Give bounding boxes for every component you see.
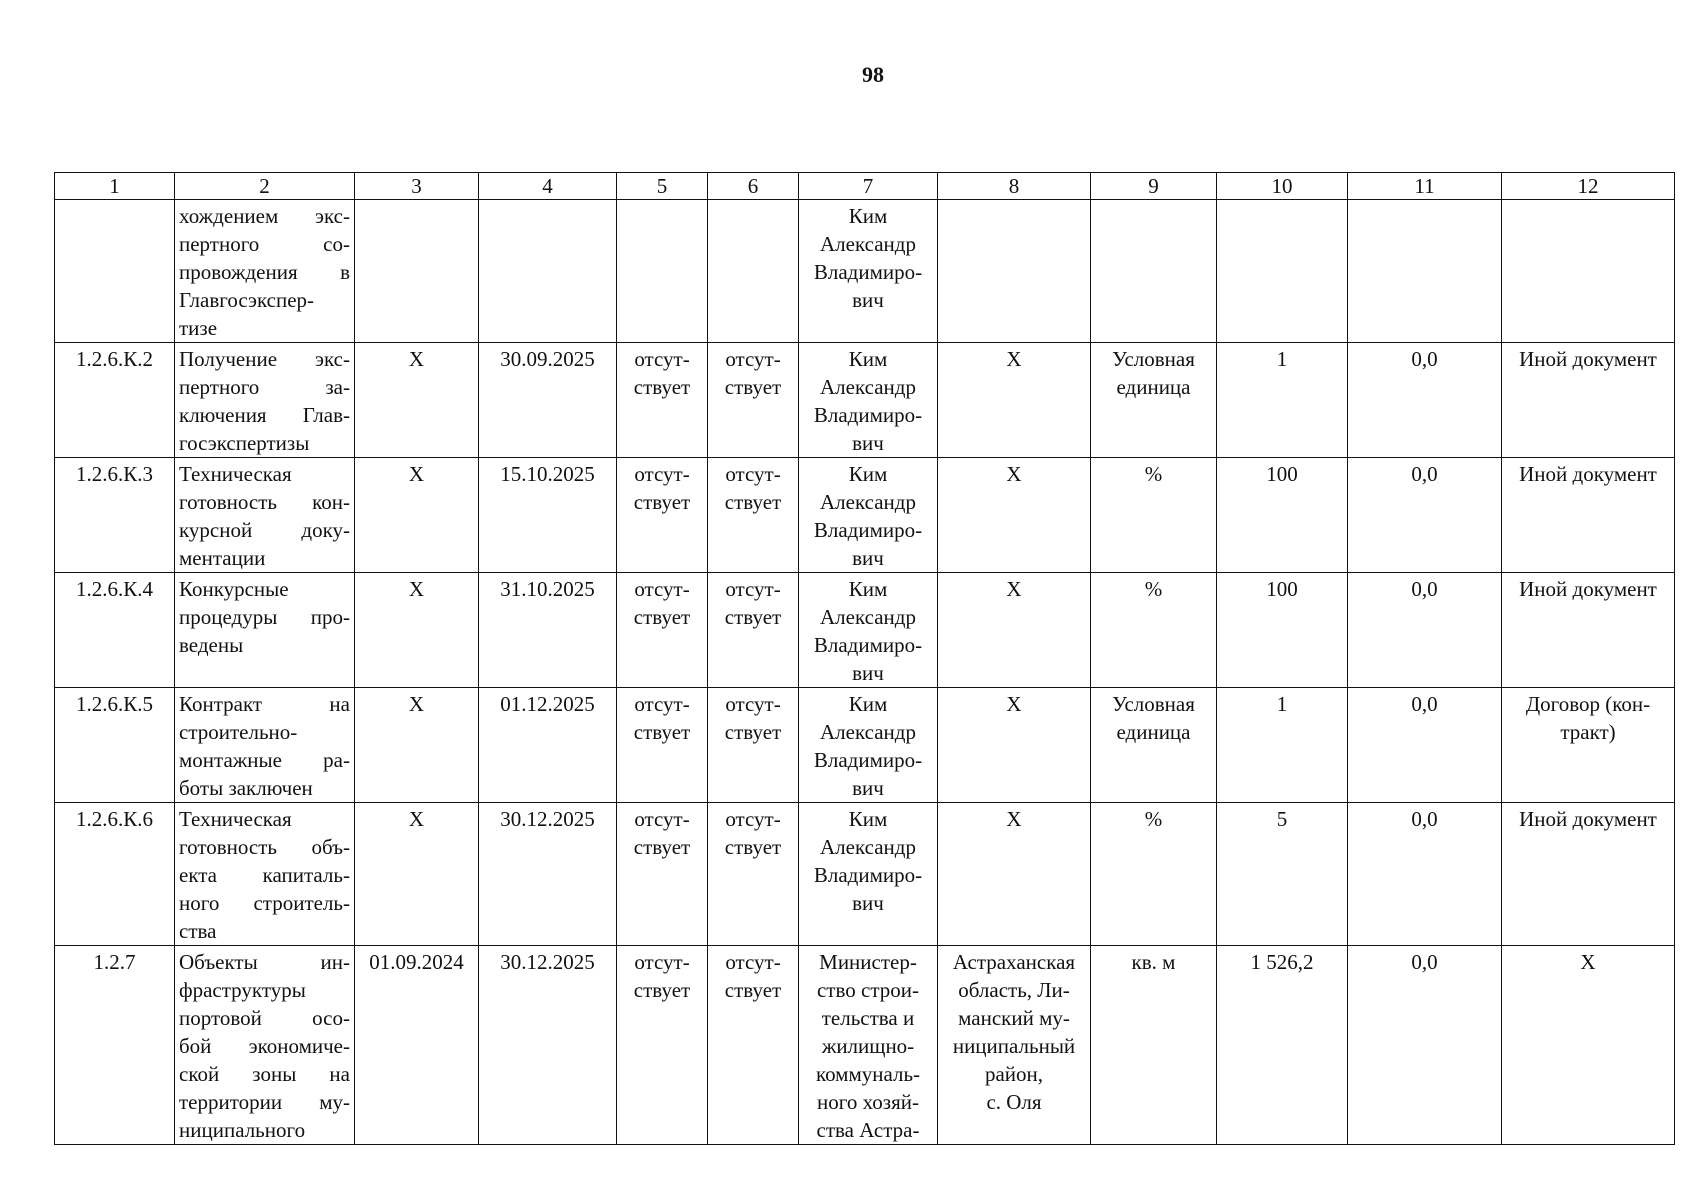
cell-number (55, 200, 175, 343)
cell-responsible: Ким Александр Владимиро- вич (799, 200, 938, 343)
page-number: 98 (862, 62, 884, 87)
cell-value: 1 (1217, 343, 1348, 458)
cell-line: фраструктуры (179, 978, 306, 1002)
cell-line: Контракт на (179, 692, 350, 716)
cell-unit (1091, 200, 1217, 343)
cell-value: 1 526,2 (1217, 946, 1348, 1145)
cell-unit: % (1091, 573, 1217, 688)
cell-number: 1.2.7 (55, 946, 175, 1145)
cell-amount: 0,0 (1348, 803, 1502, 946)
cell-document (1502, 200, 1675, 343)
cell-responsible: Ким Александр Владимиро- вич (799, 573, 938, 688)
column-header: 9 (1091, 173, 1217, 200)
cell-number: 1.2.6.К.3 (55, 458, 175, 573)
cell-name (175, 200, 355, 343)
cell-document: X (1502, 946, 1675, 1145)
column-header: 1 (55, 173, 175, 200)
cell-name (175, 573, 355, 688)
cell-number: 1.2.6.К.4 (55, 573, 175, 688)
cell-line: процедуры про- (179, 605, 350, 629)
cell-line: курсной доку- (179, 518, 350, 542)
cell-name (175, 458, 355, 573)
cell-line: готовность объ- (179, 835, 350, 859)
cell-col6: отсут- ствует (708, 803, 799, 946)
table-row (55, 688, 1675, 803)
cell-line: Объекты ин- (179, 950, 350, 974)
cell-name (175, 803, 355, 946)
cell-line: хождением экс- (179, 204, 350, 228)
cell-line: тизе (179, 316, 218, 340)
column-header: 12 (1502, 173, 1675, 200)
cell-name (175, 946, 355, 1145)
header-row (55, 173, 1675, 200)
cell-end-date: 30.12.2025 (479, 946, 617, 1145)
cell-responsible: Ким Александр Владимиро- вич (799, 458, 938, 573)
cell-start-date: X (355, 343, 479, 458)
column-header: 7 (799, 173, 938, 200)
cell-value: 5 (1217, 803, 1348, 946)
cell-location: X (938, 803, 1091, 946)
cell-unit: % (1091, 458, 1217, 573)
cell-responsible: Министер- ство строи- тельства и жилищно- коммуналь- ного хозяй- ства Астра- (799, 946, 938, 1145)
cell-value: 1 (1217, 688, 1348, 803)
cell-line: территории му- (179, 1090, 350, 1114)
cell-line: готовность кон- (179, 490, 350, 514)
column-header: 2 (175, 173, 355, 200)
cell-value: 100 (1217, 458, 1348, 573)
cell-amount: 0,0 (1348, 688, 1502, 803)
cell-document: Иной документ (1502, 573, 1675, 688)
cell-start-date (355, 200, 479, 343)
cell-responsible: Ким Александр Владимиро- вич (799, 688, 938, 803)
cell-line: провождения в (179, 260, 350, 284)
table-row (55, 200, 1675, 343)
cell-number: 1.2.6.К.5 (55, 688, 175, 803)
cell-end-date (479, 200, 617, 343)
cell-col6: отсут- ствует (708, 343, 799, 458)
cell-location: X (938, 573, 1091, 688)
cell-line: Конкурсные (179, 577, 289, 601)
cell-end-date: 15.10.2025 (479, 458, 617, 573)
column-header: 3 (355, 173, 479, 200)
cell-unit: Условная единица (1091, 688, 1217, 803)
cell-col6: отсут- ствует (708, 946, 799, 1145)
cell-responsible: Ким Александр Владимиро- вич (799, 343, 938, 458)
column-header: 8 (938, 173, 1091, 200)
cell-col6: отсут- ствует (708, 458, 799, 573)
cell-line: пертного со- (179, 232, 350, 256)
cell-end-date: 30.12.2025 (479, 803, 617, 946)
cell-unit: Условная единица (1091, 343, 1217, 458)
table-row (55, 803, 1675, 946)
cell-col6: отсут- ствует (708, 573, 799, 688)
cell-value (1217, 200, 1348, 343)
column-header: 6 (708, 173, 799, 200)
cell-start-date: X (355, 573, 479, 688)
cell-unit: % (1091, 803, 1217, 946)
cell-document: Иной документ (1502, 458, 1675, 573)
cell-line: строительно- (179, 720, 298, 744)
cell-responsible: Ким Александр Владимиро- вич (799, 803, 938, 946)
cell-line: ства (179, 919, 217, 943)
cell-amount (1348, 200, 1502, 343)
cell-col6: отсут- ствует (708, 688, 799, 803)
cell-col5 (617, 200, 708, 343)
cell-amount: 0,0 (1348, 946, 1502, 1145)
cell-col5: отсут- ствует (617, 688, 708, 803)
cell-col5: отсут- ствует (617, 803, 708, 946)
cell-line: бой экономиче- (179, 1034, 350, 1058)
cell-line: монтажные ра- (179, 748, 350, 772)
cell-amount: 0,0 (1348, 458, 1502, 573)
table-row (55, 343, 1675, 458)
cell-number: 1.2.6.К.6 (55, 803, 175, 946)
cell-line: портовой осо- (179, 1006, 350, 1030)
cell-line: Главгосэкспер- (179, 288, 315, 312)
cell-line: ведены (179, 633, 244, 657)
cell-location (938, 200, 1091, 343)
cell-col5: отсут- ствует (617, 458, 708, 573)
cell-line: Техническая (179, 807, 292, 831)
cell-start-date: X (355, 688, 479, 803)
cell-location: X (938, 688, 1091, 803)
results-table (54, 172, 1675, 1145)
cell-location: X (938, 343, 1091, 458)
cell-line: ключения Глав- (179, 403, 350, 427)
cell-col5: отсут- ствует (617, 343, 708, 458)
cell-amount: 0,0 (1348, 573, 1502, 688)
cell-end-date: 01.12.2025 (479, 688, 617, 803)
cell-line: ской зоны на (179, 1062, 350, 1086)
cell-unit: кв. м (1091, 946, 1217, 1145)
cell-document: Иной документ (1502, 803, 1675, 946)
cell-end-date: 30.09.2025 (479, 343, 617, 458)
cell-line: ниципального (179, 1118, 306, 1142)
cell-name (175, 688, 355, 803)
cell-line: пертного за- (179, 375, 350, 399)
cell-col5: отсут- ствует (617, 946, 708, 1145)
cell-name (175, 343, 355, 458)
cell-line: ментации (179, 546, 266, 570)
cell-end-date: 31.10.2025 (479, 573, 617, 688)
column-header: 5 (617, 173, 708, 200)
cell-amount: 0,0 (1348, 343, 1502, 458)
table-row (55, 946, 1675, 1145)
table-row (55, 458, 1675, 573)
cell-line: госэкспертизы (179, 431, 310, 455)
table-row (55, 573, 1675, 688)
cell-document: Договор (кон- тракт) (1502, 688, 1675, 803)
cell-line: боты заключен (179, 776, 313, 800)
cell-value: 100 (1217, 573, 1348, 688)
cell-line: ного строитель- (179, 891, 350, 915)
column-header: 4 (479, 173, 617, 200)
cell-line: екта капиталь- (179, 863, 350, 887)
cell-line: Техническая (179, 462, 292, 486)
column-header: 10 (1217, 173, 1348, 200)
cell-start-date: X (355, 458, 479, 573)
cell-start-date: X (355, 803, 479, 946)
cell-col5: отсут- ствует (617, 573, 708, 688)
cell-line: Получение экс- (179, 347, 350, 371)
cell-location: Астраханская область, Ли- манский му- ниципальный район, с. Оля (938, 946, 1091, 1145)
cell-number: 1.2.6.К.2 (55, 343, 175, 458)
cell-col6 (708, 200, 799, 343)
cell-document: Иной документ (1502, 343, 1675, 458)
column-header: 11 (1348, 173, 1502, 200)
cell-location: X (938, 458, 1091, 573)
cell-start-date: 01.09.2024 (355, 946, 479, 1145)
